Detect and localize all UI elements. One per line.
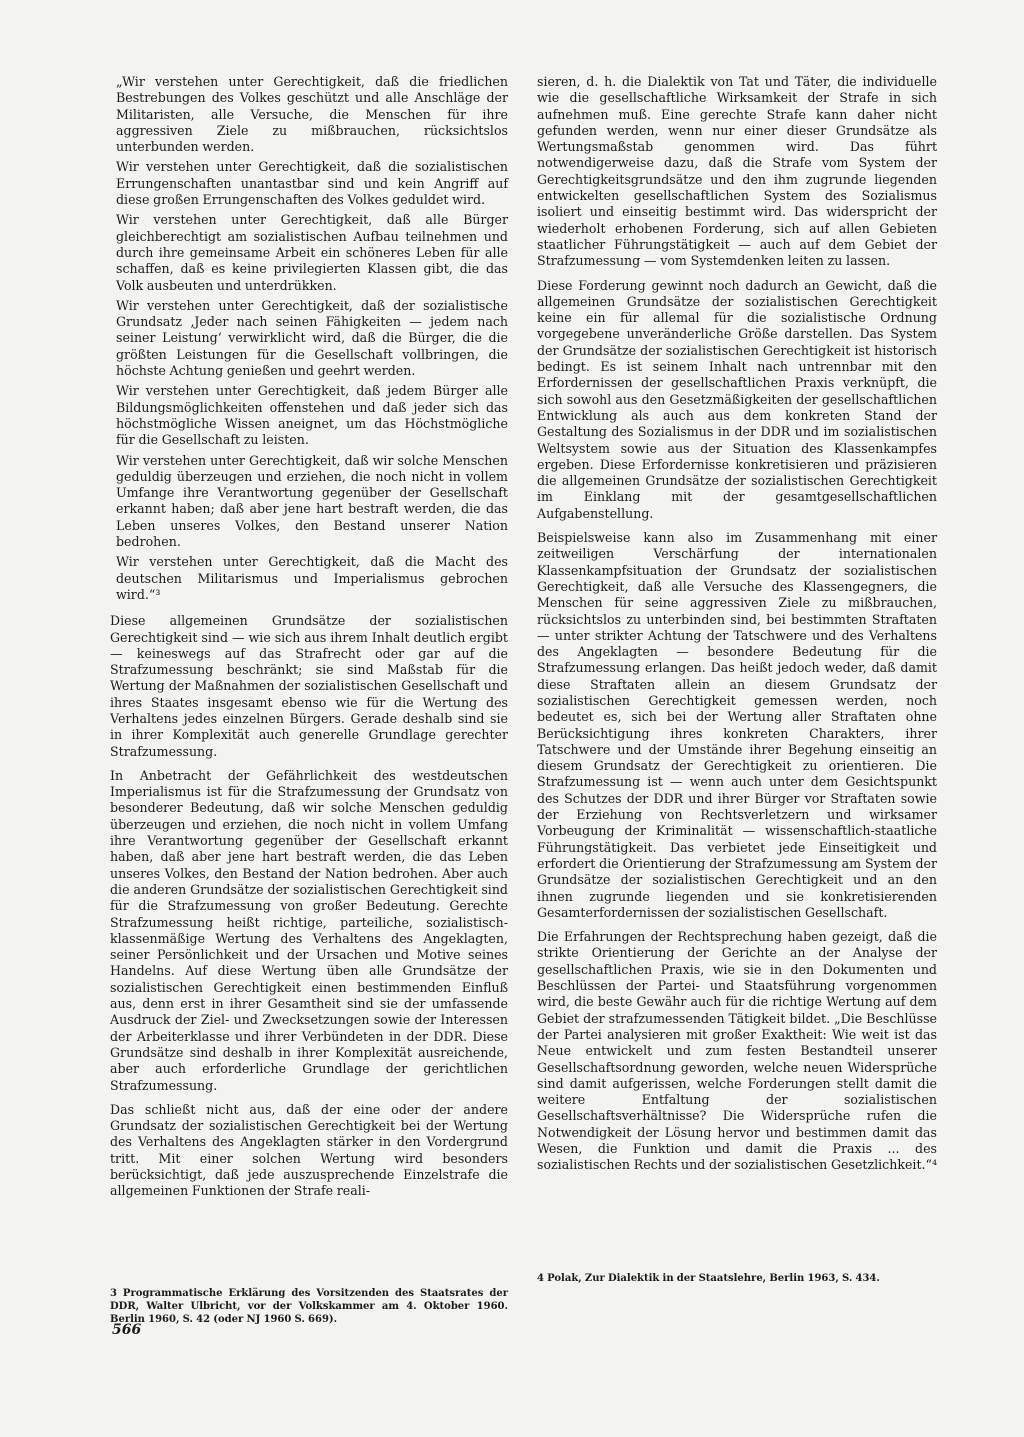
body-paragraph: Beispielsweise kann also im Zusammenhang mit einer zeitweiligen Verschärfung der internationalen Klassenkampfsituation der Grundsatz der sozialistischen Gerechtigkeit, daß alle Versuche des Klassengegners, die Menschen für seine aggressiven Ziele zu mißbrauchen, rücksichtslos zu unterbinden sind, bei bestimmten Straftaten — unter strikter Achtung der Tatschwere und des Verhaltens des Angeklagten — besondere Bedeutung für die Strafzumessung erlangen. Das heißt jedoch weder, daß damit diese Straftaten allein an diesem Grundsatz der sozialistischen Gerechtigkeit gemessen werden, noch bedeutet es, sich bei der Wertung aller Straftaten ohne Berücksichtigung ihres konkreten Charakters, ihrer Tatschwere und der Umstände ihrer Begehung einseitig an diesem Grundsatz der Gerechtigkeit zu orientieren. Die Strafzumessung ist — wenn auch unter dem Gesichtspunkt des Schutzes der DDR und ihrer Bürger vor Straftaten sowie der Erziehung von Rechtsverletzern und wirksamer Vorbeugung der Kriminalität — wissenschaftlich-staatliche Führungstätigkeit. Das verbietet jede Einseitigkeit und erfordert die Orientierung der Strafzumessung am System der Grundsätze der sozialistischen Gerechtigkeit und an den ihnen zugrunde liegenden und sie konkretisierenden Gesamterfordernissen der sozialistischen Gesellschaft. — [537, 530, 937, 920]
page-number: 566 — [112, 1322, 142, 1338]
quote-paragraph: Wir verstehen unter Gerechtigkeit, daß die sozialistischen Errungenschaften unantastbar sind und kein Angriff auf diese großen Errungenschaften des Volkes geduldet wird. — [116, 159, 508, 208]
quote-paragraph: „Wir verstehen unter Gerechtigkeit, daß die friedlichen Bestrebungen des Volkes geschützt und alle Anschläge der Militaristen, alle Versuche, die Menschen für ihre aggressiven Ziele zu mißbrauchen, rücksichtslos unterbunden werden. — [116, 74, 508, 155]
quote-paragraph: Wir verstehen unter Gerechtigkeit, daß wir solche Menschen geduldig überzeugen und erziehen, die noch nicht in vollem Umfange ihre Verantwortung gegenüber der Gesellschaft erkannt haben; daß aber jene hart bestraft werden, die das Leben unseres Volkes, den Bestand unserer Nation bedrohen. — [116, 452, 508, 550]
body-paragraph: Diese Forderung gewinnt noch dadurch an Gewicht, daß die allgemeinen Grundsätze der sozialistischen Gerechtigkeit keine ein für allemal für die sozialistische Ordnung vorgegebene unveränderliche Größe darstellen. Das System der Grundsätze der sozialistischen Gerechtigkeit ist historisch bedingt. Es ist seinem Inhalt nach untrennbar mit den Erfordernissen der gesellschaftlichen Praxis verknüpft, die sich sowohl aus den Gesetzmäßigkeiten der gesellschaftlichen Entwicklung als auch aus dem konkreten Stand der Gestaltung des Sozialismus in der DDR und im sozialistischen Weltsystem sowie aus der Situation des Klassenkampfes ergeben. Diese Erfordernisse konkretisieren und präzisieren die allgemeinen Grundsätze der sozialistischen Gerechtigkeit im Einklang mit der gesamtgesellschaftlichen Aufgabenstellung. — [537, 277, 937, 521]
footnote-3: 3 Programmatische Erklärung des Vorsitzenden des Staatsrates der DDR, Walter Ulbricht, vor der Volkskammer am 4. Oktober 1960. Berlin 1960, S. 42 (oder NJ 1960 S. 669). — [110, 1288, 508, 1325]
body-paragraph: Die Erfahrungen der Rechtsprechung haben gezeigt, daß die strikte Orientierung der Gerichte an der Analyse der gesellschaftlichen Praxis, wie sie in den Dokumenten und Beschlüssen der Partei- und Staatsführung vorgenommen wird, die beste Gewähr auch für die richtige Wertung auf dem Gebiet der strafzumessenden Tätigkeit bildet. „Die Beschlüsse der Partei analysieren mit großer Exaktheit: Wie weit ist das Neue entwickelt und zum festen Bestandteil unserer Gesellschaftsordnung geworden, welche neuen Widersprüche sind damit aufgerissen, welche Forderungen stellt damit die weitere Entfaltung der sozialistischen Gesellschaftsverhältnisse? Die Widersprüche rufen die Notwendigkeit der Lösung hervor und bestimmen damit das Wesen, die Funktion und damit die Praxis ... des sozialistischen Rechts und der sozialistischen Gesetzlichkeit.“⁴ — [537, 929, 937, 1173]
footnote-4: 4 Polak, Zur Dialektik in der Staatslehre, Berlin 1963, S. 434. — [537, 1273, 880, 1284]
quote-paragraph: Wir verstehen unter Gerechtigkeit, daß die Macht des deutschen Militarismus und Imperialismus gebrochen wird.“³ — [116, 554, 508, 602]
body-paragraph: Das schließt nicht aus, daß der eine oder der andere Grundsatz der sozialistischen Gerechtigkeit bei der Wertung des Verhaltens des Angeklagten stärker in den Vordergrund tritt. Mit einer solchen Wertung wird besonders berücksichtigt, daß jede auszusprechende Einzelstrafe die allgemeinen Funktionen der Strafe reali- — [110, 1101, 508, 1199]
quote-paragraph: Wir verstehen unter Gerechtigkeit, daß der sozialistische Grundsatz ‚Jeder nach seinen Fähigkeiten — jedem nach seiner Leistung‘ verwirklicht wird, daß die Bürger, die die größten Leistungen für die Gesellschaft vollbringen, die höchste Achtung genießen und geehrt werden. — [116, 297, 508, 379]
ulbricht-quote — [110, 74, 508, 603]
body-paragraph: Diese allgemeinen Grundsätze der sozialistischen Gerechtigkeit sind — wie sich aus ihrem Inhalt deutlich ergibt — keineswegs auf das Strafrecht oder gar auf die Strafzumessung beschränkt; sie sind Maßstab für die Wertung der Maßnahmen der sozialistischen Gesellschaft und ihres Staates insgesamt ebenso wie für die Wertung des Verhaltens jedes einzelnen Bürgers. Gerade deshalb sind sie in ihrer Komplexität auch generelle Grundlage gerechter Strafzumessung. — [110, 613, 508, 759]
left-column — [110, 74, 508, 1208]
body-paragraph: In Anbetracht der Gefährlichkeit des westdeutschen Imperialismus ist für die Strafzumessung der Grundsatz von besonderer Bedeutung, daß wir solche Menschen geduldig überzeugen und erziehen, die noch nicht in vollem Umfang ihre Verantwortung gegenüber der Gesellschaft erkannt haben, daß aber jene hart bestraft werden, die das Leben unseres Volkes, den Bestand der Nation bedrohen. Aber auch die anderen Grundsätze der sozialistischen Gerechtigkeit sind für die Strafzumessung von großer Bedeutung. Gerechte Strafzumessung heißt richtige, parteiliche, sozialistisch-klassenmäßige Wertung des Verhaltens des Angeklagten, seiner Persönlichkeit und der Ursachen und Motive seines Handelns. Auf diese Wertung üben alle Grundsätze der sozialistischen Gerechtigkeit einen bestimmenden Einfluß aus, denn erst in ihrer Gesamtheit sind sie der umfassende Ausdruck der Ziel- und Zwecksetzungen sowie der Interessen der Arbeiterklasse und ihrer Verbündeten in der DDR. Diese Grundsätze sind deshalb in ihrer Komplexität ausreichende, aber auch erforderliche Grundlage der gerichtlichen Strafzumessung. — [110, 767, 508, 1093]
right-column — [537, 74, 937, 1182]
body-paragraph: sieren, d. h. die Dialektik von Tat und Täter, die individuelle wie die gesellschaftliche Wirksamkeit der Strafe in sich aufnehmen muß. Eine gerechte Strafe kann daher nicht gefunden werden, wenn nur einer dieser Grundsätze als Wertungsmaßstab genommen wird. Das führt notwendigerweise dazu, daß die Strafe vom System der Gerechtigkeitsgrundsätze und den ihm zugrunde liegenden entwickelten gesellschaftlichen System des Sozialismus isoliert und einseitig bestimmt wird. Das widerspricht der wiederholt erhobenen Forderung, sich auf allen Gebieten staatlicher Führungstätigkeit — auch auf dem Gebiet der Strafzumessung — vom Systemdenken leiten zu lassen. — [537, 74, 937, 269]
quote-paragraph: Wir verstehen unter Gerechtigkeit, daß alle Bürger gleichberechtigt am sozialistischen Aufbau teilnehmen und durch ihre gemeinsame Arbeit ein schöneres Leben für alle schaffen, daß es keine privilegierten Klassen gibt, die das Volk ausbeuten und unterdrükken. — [116, 212, 508, 293]
quote-paragraph: Wir verstehen unter Gerechtigkeit, daß jedem Bürger alle Bildungsmöglichkeiten offenstehen und daß jeder sich das höchstmögliche Wissen aneignet, um das Höchstmögliche für die Gesellschaft zu leisten. — [116, 383, 508, 448]
